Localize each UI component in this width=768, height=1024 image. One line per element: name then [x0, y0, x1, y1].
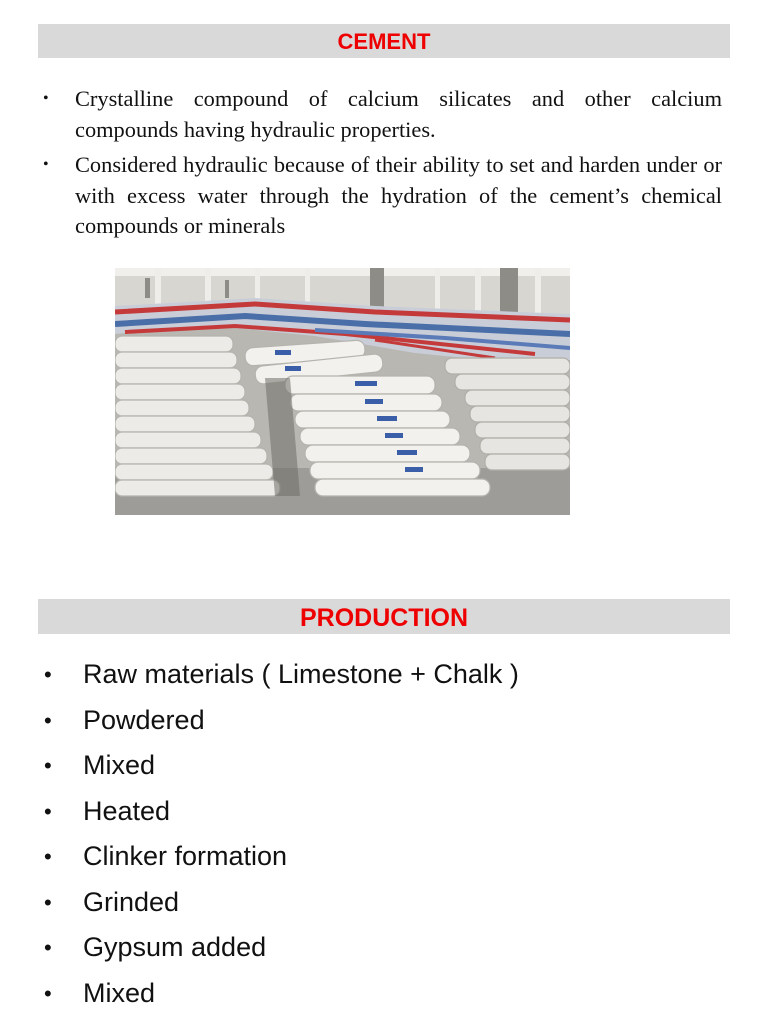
list-item: [40, 789, 519, 835]
bullet-icon: •: [44, 980, 52, 1006]
list-item: [40, 925, 519, 971]
bullet-icon: •: [44, 889, 52, 915]
bullet-icon: •: [43, 156, 49, 173]
list-item: [40, 880, 519, 926]
bullet-icon: •: [44, 798, 52, 824]
production-steps-list: [40, 652, 519, 1016]
step-text: Mixed: [83, 750, 156, 780]
bullet-icon: •: [44, 707, 52, 733]
step-text: Grinded: [83, 886, 180, 917]
step-text: Clinker formation: [83, 841, 288, 871]
cement-description-list: [40, 84, 722, 247]
bullet-icon: •: [44, 753, 52, 778]
list-item: [40, 652, 519, 698]
list-item: [40, 84, 722, 145]
step-text: Mixed: [83, 977, 156, 1008]
list-item: [40, 971, 519, 1017]
bullet-icon: •: [44, 935, 52, 960]
production-heading: PRODUCTION: [38, 599, 730, 634]
step-text: Powdered: [83, 704, 205, 735]
bullet-text: Crystalline compound of calcium silicates and other calcium compounds having hydraulic properties.: [75, 86, 722, 142]
list-item: [40, 834, 519, 880]
cement-bags-photo: [115, 268, 570, 515]
step-text: Gypsum added: [83, 932, 267, 962]
list-item: [40, 150, 722, 242]
step-text: Heated: [83, 795, 171, 826]
list-item: [40, 698, 519, 744]
bullet-icon: •: [44, 844, 52, 869]
bullet-text: Considered hydraulic because of their ability to set and harden under or with excess water through the hydration of the cement’s chemical compounds or minerals: [75, 152, 722, 238]
bullet-icon: •: [43, 90, 49, 107]
list-item: [40, 743, 519, 789]
step-text: Raw materials ( Limestone + Chalk ): [83, 659, 519, 689]
cement-heading: CEMENT: [38, 24, 730, 58]
bullet-icon: •: [44, 662, 52, 687]
